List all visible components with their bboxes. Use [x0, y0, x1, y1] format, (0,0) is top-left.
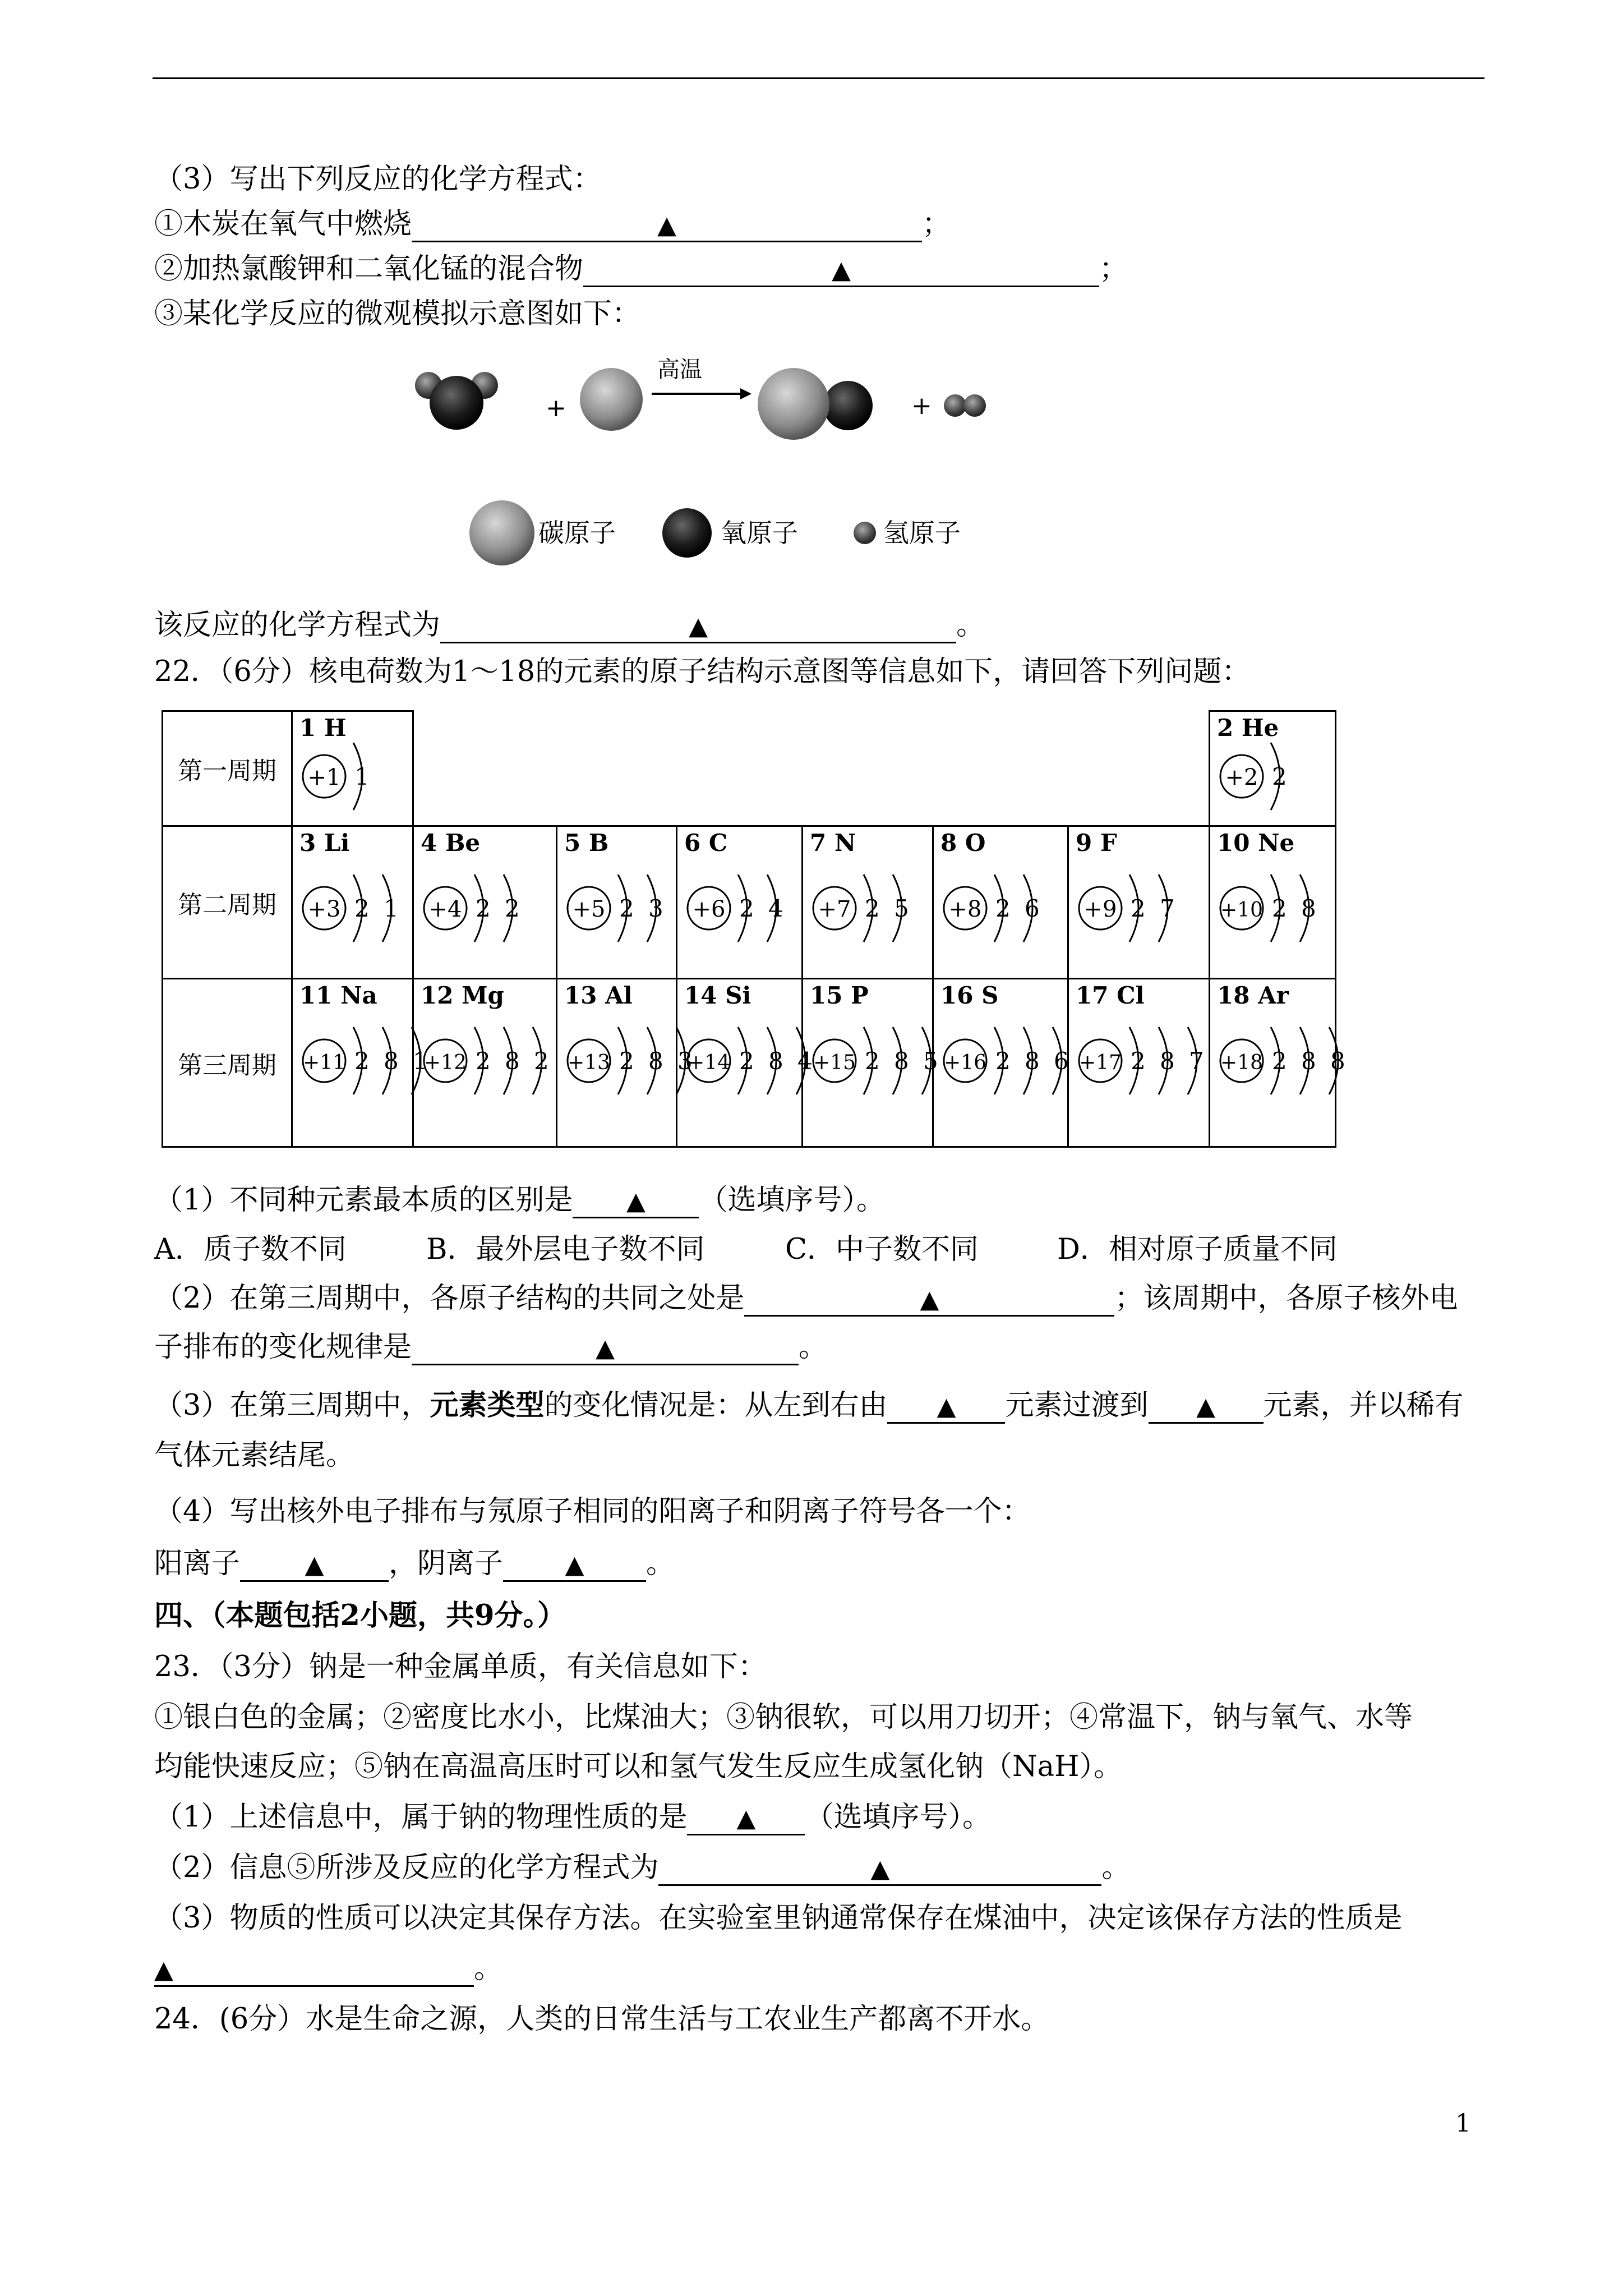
electron-count: 8	[648, 1047, 663, 1075]
electron-count: 2	[1272, 763, 1287, 790]
electron-count: 3	[648, 895, 663, 922]
electron-count: 2	[505, 895, 520, 922]
carbon-atom	[580, 368, 643, 431]
element-cell	[1068, 979, 1210, 1147]
element-cell	[557, 979, 693, 1147]
answer-blank[interactable]	[887, 1391, 1005, 1424]
blank-triangle: ▲	[596, 1334, 615, 1363]
legend-carbon-label: 碳原子	[538, 518, 616, 548]
q21-3-item1	[154, 208, 951, 242]
blank-triangle: ▲	[920, 1285, 939, 1314]
punct: ；	[922, 208, 951, 241]
legend-oxygen-label: 氧原子	[721, 518, 798, 548]
q22-s4: （4）写出核外电子排布与氖原子相同的阳离子和阴离子符号各一个：	[154, 1495, 1031, 1528]
electron-count: 8	[768, 1047, 783, 1075]
q22-s3	[154, 1388, 1464, 1424]
answer-blank[interactable]	[583, 254, 1099, 287]
electron-count: 8	[505, 1047, 520, 1075]
s2-text: （2）在第三周期中，各原子结构的共同之处是	[154, 1282, 745, 1315]
h2-molecule	[944, 394, 986, 417]
q23-s3-line2	[154, 1952, 502, 1987]
element-label: 6 C	[684, 829, 728, 857]
element-label: 8 O	[940, 829, 986, 857]
water-molecule	[415, 372, 498, 430]
electron-count: 2	[739, 1047, 754, 1075]
empty-cell	[413, 711, 1210, 826]
arrow-head	[740, 388, 751, 399]
element-label: 18 Ar	[1217, 982, 1289, 1009]
atom-structure-diagram	[937, 866, 1069, 950]
electron-count: 8	[1301, 895, 1316, 922]
electron-count: 2	[995, 895, 1011, 922]
punct: 。	[646, 1547, 675, 1580]
electron-count: 4	[797, 1047, 813, 1075]
electron-count: 2	[1131, 1047, 1146, 1075]
period-label: 第三周期	[163, 979, 292, 1147]
q23-info-line1: ①银白色的金属；②密度比水小，比煤油大；③钠很软，可以用刀切开；④常温下，钠与氧气、水等	[154, 1701, 1413, 1734]
element-label: 14 Si	[684, 982, 751, 1009]
electron-count: 2	[476, 1047, 491, 1075]
answer-blank[interactable]	[154, 1954, 474, 1987]
element-label: 2 He	[1217, 714, 1279, 742]
nucleus-charge: +1	[307, 765, 341, 790]
plus-sign: +	[546, 394, 566, 422]
atom-structure-diagram	[1214, 734, 1313, 818]
section-4-heading: 四、（本题包括2小题，共9分。）	[154, 1599, 566, 1632]
s1-post: （选填序号）。	[805, 1801, 991, 1834]
legend-hydrogen-icon	[854, 522, 876, 544]
co-molecule	[758, 368, 873, 440]
s1-text: （1）上述信息中，属于钠的物理性质的是	[154, 1801, 688, 1834]
atom-structure-diagram	[806, 866, 939, 950]
electron-count: 2	[865, 895, 880, 922]
nucleus-charge: +17	[1079, 1051, 1122, 1074]
element-label: 5 B	[564, 829, 609, 857]
q22-s4-answers	[154, 1547, 675, 1582]
electron-count: 2	[739, 895, 754, 922]
answer-blank[interactable]	[1149, 1391, 1264, 1424]
electron-count: 2	[995, 1047, 1011, 1075]
q22-s3-line2: 气体元素结尾。	[154, 1439, 355, 1472]
blank-triangle: ▲	[832, 256, 851, 284]
q21-3-equation	[154, 609, 985, 643]
element-cell	[413, 826, 557, 979]
answer-blank[interactable]	[240, 1549, 389, 1582]
q21-3-item3: ③某化学反应的微观模拟示意图如下：	[154, 297, 641, 330]
element-label: 4 Be	[421, 829, 481, 857]
element-cell	[292, 711, 413, 826]
element-cell	[803, 826, 933, 979]
electron-count: 2	[534, 1047, 549, 1075]
anion-label: ，阴离子	[389, 1547, 504, 1580]
answer-blank[interactable]	[503, 1549, 646, 1582]
blank-triangle: ▲	[689, 612, 708, 641]
element-label: 17 Cl	[1076, 982, 1145, 1009]
answer-blank[interactable]	[687, 1802, 805, 1835]
reaction-diagram	[404, 348, 1043, 572]
element-cell	[1068, 826, 1210, 979]
q22-options	[154, 1233, 1338, 1267]
periodic-table	[162, 710, 1345, 1148]
q21-3-intro: （3）写出下列反应的化学方程式：	[154, 163, 602, 196]
equation-prompt: 该反应的化学方程式为	[154, 609, 441, 642]
blank-triangle: ▲	[657, 211, 676, 240]
electron-count: 2	[1272, 895, 1287, 922]
blank-triangle: ▲	[626, 1187, 645, 1216]
element-label: 16 S	[940, 982, 999, 1009]
electron-count: 6	[1054, 1047, 1069, 1075]
element-label: 1 H	[299, 714, 347, 742]
item2-text: ②加热氯酸钾和二氧化锰的混合物	[154, 252, 584, 286]
page-number: 1	[1455, 2109, 1471, 2138]
nucleus-charge: +3	[307, 896, 341, 922]
element-cell	[292, 826, 413, 979]
element-cell	[803, 979, 938, 1147]
nucleus-charge: +8	[948, 896, 982, 922]
reaction-condition: 高温	[657, 357, 702, 383]
punct: 。	[799, 1331, 828, 1364]
electron-count: 5	[894, 895, 909, 922]
punct: 。	[956, 609, 985, 642]
atom-structure-diagram	[1072, 866, 1205, 950]
element-label: 9 F	[1076, 829, 1117, 857]
legend-hydrogen-label: 氢原子	[883, 518, 961, 548]
electron-count: 4	[768, 895, 783, 922]
element-label: 7 N	[810, 829, 856, 857]
atom-structure-diagram	[296, 734, 396, 818]
element-cell	[413, 979, 557, 1147]
element-cell	[1210, 979, 1345, 1147]
nucleus-charge: +5	[572, 896, 606, 922]
s3-mid1: 的变化情况是：从左到右由	[544, 1389, 888, 1422]
electron-count: 5	[923, 1047, 938, 1075]
atom-structure-diagram	[1214, 1019, 1378, 1103]
q22-s1	[154, 1184, 885, 1218]
blank-triangle: ▲	[870, 1855, 890, 1883]
electron-count: 2	[619, 1047, 634, 1075]
electron-count: 2	[1131, 895, 1146, 922]
cation-label: 阳离子	[154, 1547, 241, 1580]
blank-triangle: ▲	[154, 1955, 173, 1984]
legend-carbon-icon	[469, 500, 534, 565]
punct: 。	[474, 1952, 503, 1985]
option-b[interactable]: B．最外层电子数不同	[426, 1233, 705, 1266]
electron-count: 7	[1189, 1047, 1204, 1075]
electron-count: 8	[1160, 1047, 1175, 1075]
s3-text: （3）在第三周期中，	[154, 1389, 430, 1422]
nucleus-charge: +15	[813, 1051, 856, 1074]
answer-blank[interactable]	[658, 1853, 1101, 1886]
s2-mid: ；该周期中，各原子核外电	[1114, 1282, 1458, 1315]
q22-s2	[154, 1282, 1458, 1317]
atom-structure-diagram	[561, 866, 693, 950]
answer-blank[interactable]	[440, 610, 956, 643]
electron-count: 2	[865, 1047, 880, 1075]
element-label: 3 Li	[299, 829, 350, 857]
blank-triangle: ▲	[565, 1550, 584, 1579]
answer-blank[interactable]	[412, 1332, 799, 1365]
element-cell	[292, 979, 428, 1147]
period-label: 第一周期	[163, 711, 292, 826]
electron-count: 8	[384, 1047, 399, 1075]
element-label: 10 Ne	[1217, 829, 1295, 857]
element-cell	[933, 979, 1068, 1147]
punct: 。	[1101, 1851, 1131, 1884]
nucleus-charge: +6	[692, 896, 726, 922]
header-rule	[153, 77, 1484, 79]
electron-count: 2	[1272, 1047, 1287, 1075]
blank-triangle: ▲	[736, 1804, 756, 1833]
nucleus-charge: +4	[428, 896, 462, 922]
nucleus-charge: +7	[818, 896, 851, 922]
q23-title: 23．（3分）钠是一种金属单质，有关信息如下：	[154, 1650, 767, 1683]
q22-s2-line2	[154, 1331, 827, 1365]
element-cell	[677, 826, 803, 979]
answer-blank[interactable]	[573, 1185, 699, 1218]
s3-mid2: 元素过渡到	[1005, 1389, 1149, 1422]
electron-count: 8	[1025, 1047, 1040, 1075]
legend-oxygen-icon	[662, 508, 712, 558]
q23-s3: （3）物质的性质可以决定其保存方法。在实验室里钠通常保存在煤油中，决定该保存方法的性质是	[154, 1902, 1403, 1935]
nucleus-charge: +11	[303, 1051, 345, 1074]
element-cell	[557, 826, 677, 979]
electron-count: 2	[476, 895, 491, 922]
electron-count: 8	[894, 1047, 909, 1075]
s3-bold: 元素类型	[430, 1388, 545, 1422]
q23-s1	[154, 1801, 991, 1835]
blank-triangle: ▲	[305, 1550, 324, 1579]
s3-post: 元素，并以稀有	[1263, 1389, 1464, 1422]
option-c[interactable]: C．中子数不同	[785, 1233, 979, 1266]
atom-structure-diagram	[417, 866, 550, 950]
nucleus-charge: +2	[1225, 765, 1258, 790]
electron-count: 2	[354, 895, 370, 922]
electron-count: 2	[354, 1047, 370, 1075]
s1-post: （选填序号）。	[699, 1184, 885, 1217]
nucleus-charge: +16	[944, 1051, 986, 1074]
electron-count: 7	[1160, 895, 1175, 922]
atom-structure-diagram	[296, 866, 428, 950]
q23-info-line2: 均能快速反应；⑤钠在高温高压时可以和氢气发生反应生成氢化钠（NaH）。	[154, 1750, 1123, 1783]
electron-count: 1	[384, 895, 399, 922]
q24-title: 24．(6分）水是生命之源，人类的日常生活与工农业生产都离不开水。	[154, 2003, 1050, 2036]
s1-text: （1）不同种元素最本质的区别是	[154, 1184, 573, 1217]
q22-title: 22．（6分）核电荷数为1～18的元素的原子结构示意图等信息如下，请回答下列问题：	[154, 655, 1251, 688]
electron-count: 1	[354, 763, 370, 790]
element-label: 13 Al	[564, 982, 633, 1009]
blank-triangle: ▲	[937, 1392, 956, 1421]
electron-count: 1	[413, 1047, 428, 1075]
nucleus-charge: +14	[688, 1051, 730, 1074]
element-cell	[933, 826, 1068, 979]
blank-triangle: ▲	[1196, 1392, 1215, 1421]
element-cell	[1210, 826, 1336, 979]
q21-3-item2	[154, 252, 1128, 287]
answer-blank[interactable]	[744, 1283, 1114, 1317]
plus-sign: +	[911, 392, 932, 420]
nucleus-charge: +9	[1083, 896, 1117, 922]
element-label: 15 P	[810, 982, 869, 1009]
atom-structure-diagram	[1214, 866, 1346, 950]
q23-s2	[154, 1851, 1130, 1886]
item1-text: ①木炭在氧气中燃烧	[154, 208, 412, 241]
option-d[interactable]: D．相对原子质量不同	[1057, 1233, 1338, 1266]
nucleus-charge: +10	[1220, 899, 1263, 922]
element-cell	[1210, 711, 1336, 826]
nucleus-charge: +18	[1220, 1051, 1263, 1074]
s2-line2-text: 子排布的变化规律是	[154, 1331, 412, 1364]
nucleus-charge: +12	[424, 1051, 467, 1074]
period-label: 第二周期	[163, 826, 292, 979]
electron-count: 3	[677, 1047, 693, 1075]
element-label: 12 Mg	[421, 982, 504, 1009]
atom-structure-diagram	[681, 866, 813, 950]
electron-count: 8	[1330, 1047, 1345, 1075]
nucleus-charge: +13	[568, 1051, 610, 1074]
electron-count: 2	[619, 895, 634, 922]
electron-count: 6	[1025, 895, 1040, 922]
element-label: 11 Na	[299, 982, 377, 1009]
s2-text: （2）信息⑤所涉及反应的化学方程式为	[154, 1851, 659, 1884]
punct: ；	[1099, 252, 1128, 286]
electron-count: 8	[1301, 1047, 1316, 1075]
answer-blank[interactable]	[412, 209, 922, 242]
element-cell	[677, 979, 813, 1147]
option-a[interactable]: A．质子数不同	[154, 1233, 347, 1266]
